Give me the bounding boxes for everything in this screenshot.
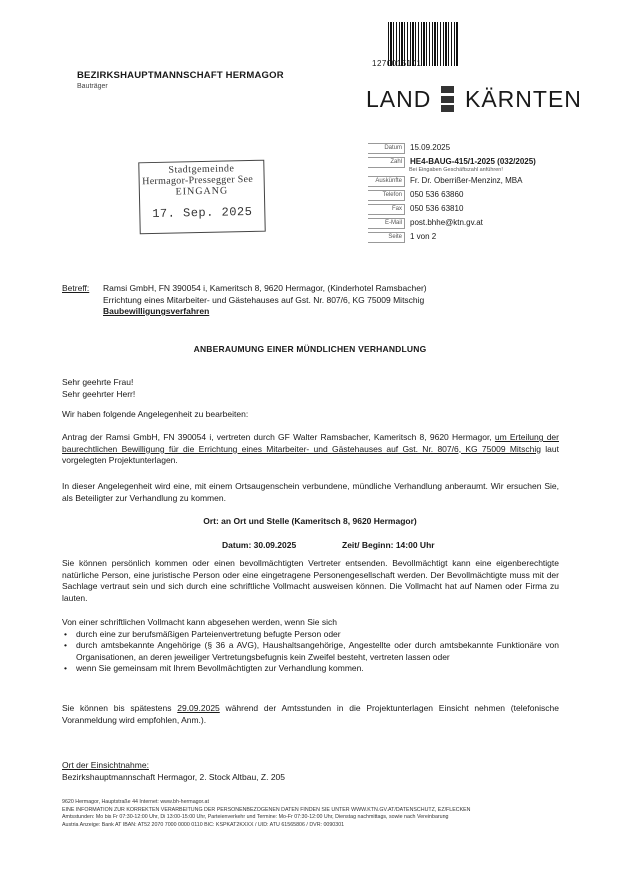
received-stamp xyxy=(138,160,265,235)
list-item: • durch amtsbekannte Angehörige (§ 36 a AVG), Haushaltsangehörige, Angestellte oder durch amtsbekannte Funktionäre von Organisationen, an deren jeweiliger Vertretungsbefugnis kein Zweifel besteht, vertreten lassen oder xyxy=(62,640,559,663)
inspection-location-value: Bezirkshauptmannschaft Hermagor, 2. Stock Altbau, Z. 205 xyxy=(62,771,286,782)
document-title: ANBERAUMUNG EINER MÜNDLICHEN VERHANDLUNG xyxy=(193,344,427,354)
subject-label: Betreff: xyxy=(62,283,90,293)
meta-row-seite xyxy=(368,232,578,246)
subject-block xyxy=(62,283,562,318)
meta-value: 050 536 63810 xyxy=(410,204,464,213)
stamp-line-2: Hermagor-Pressegger See xyxy=(142,173,254,188)
logo-text-kaernten: KÄRNTEN xyxy=(465,86,582,112)
representative-paragraph: Sie können persönlich kommen oder einen bevollmächtigten Vertreter entsenden. Bevollmächtigt kann eine eigenberechtigte natürliche Person, eine juristische Person oder eine eingetragene Personengesellschaft werden. Der Bevollmächtigte muss mit der Sachlage vertraut sein und sich durch eine schriftliche Vollmacht ausweisen können. Die Vollmacht hat auf Namen oder Firma zu lauten. xyxy=(62,558,559,603)
stamp-date: 17. Sep. 2025 xyxy=(152,204,253,222)
salutation-line-1: Sehr geehrte Frau! xyxy=(62,377,134,387)
hearing-location: Ort: an Ort und Stelle (Kameritsch 8, 9620 Hermagor) xyxy=(203,516,417,526)
application-text-3: laut vorgelegten Projektunterlagen. xyxy=(62,443,559,465)
meta-value: HE4-BAUG-415/1-2025 (032/2025) xyxy=(410,157,536,166)
application-paragraph xyxy=(62,432,559,467)
footer-line: Amtsstunden: Mo bis Fr 07:30-12:00 Uhr, Di 13:00-15:00 Uhr, Parteienverkehr und Termine: Mo-Fr 07:30-12:00 Uhr, Dienstag nachmittags, sowie nach Vereinbarung xyxy=(62,814,449,821)
hearing-time: Zeit/ Beginn: 14:00 Uhr xyxy=(342,540,435,550)
inspection-location-label: Ort der Einsichtnahme: xyxy=(62,760,149,770)
meta-label: Auskünfte xyxy=(368,176,405,187)
meta-row-email xyxy=(368,218,578,232)
list-item: • durch eine zur berufsmäßigen Parteienvertretung befugte Person oder xyxy=(62,629,559,641)
power-of-attorney-section xyxy=(62,617,559,675)
meta-value: 15.09.2025 xyxy=(410,143,451,152)
authority-department: Bauträger xyxy=(77,83,108,90)
meta-value: 1 von 2 xyxy=(410,232,437,241)
barcode-number: 1270015101 xyxy=(372,59,422,68)
stamp-line-1: Stadtgemeinde xyxy=(168,163,235,176)
meta-row-datum xyxy=(368,143,578,157)
meta-label: Datum xyxy=(368,143,405,154)
salutation-line-2: Sehr geehrter Herr! xyxy=(62,388,136,399)
meta-zahl-note: Bei Eingaben Geschäftszahl anführen! xyxy=(409,167,503,173)
stamp-line-3: EINGANG xyxy=(175,185,229,198)
list-item: • wenn Sie gemeinsam mit Ihrem Bevollmächtigten zur Verhandlung kommen. xyxy=(62,663,559,675)
application-text-2: um Erteilung der baurechtlichen Bewilligung für die Errichtung eines Mitarbeiter- und Gästehauses auf Gst. Nr. 807/6, KG 75009 Mitschig xyxy=(62,432,559,454)
meta-label: E-Mail xyxy=(368,218,405,229)
intro-text: Wir haben folgende Angelegenheit zu bearbeiten: xyxy=(62,409,249,419)
power-of-attorney-list xyxy=(62,629,559,675)
meta-value: 050 536 63860 xyxy=(410,190,464,199)
meta-value: Fr. Dr. Oberrißer-Menzinz, MBA xyxy=(410,176,523,185)
inspection-deadline: 29.09.2025 xyxy=(177,703,220,713)
hearing-date: Datum: 30.09.2025 xyxy=(222,540,297,550)
meta-label: Zahl xyxy=(368,157,405,168)
inspection-location xyxy=(62,760,559,783)
carinthia-logo-icon xyxy=(441,86,454,112)
authority-name: BEZIRKSHAUPTMANNSCHAFT HERMAGOR xyxy=(77,70,284,81)
application-text-1: Antrag der Ramsi GmbH, FN 390054 i, vertreten durch GF Walter Ramsbacher, Kameritsch 8, 9620 Hermagor, xyxy=(62,432,492,442)
meta-row-telefon xyxy=(368,190,578,204)
hearing-paragraph: In dieser Angelegenheit wird eine, mit einem Ortsaugenschein verbundene, mündliche Verhandlung anberaumt. Wir ersuchen Sie, als Beteiligter zur Verhandlung zu kommen. xyxy=(62,481,559,503)
subject-procedure: Baubewilligungsverfahren xyxy=(103,306,210,316)
logo-text-land: LAND xyxy=(366,86,432,112)
meta-label: Fax xyxy=(368,204,405,215)
footer-line: Austria Anzeige: Bank AT IBAN: AT52 2070 7000 0000 0110 BIC: KSPKAT2KXXX / UID: ATU 61565806 / DVR: 0090301 xyxy=(62,821,345,828)
meta-row-auskuenfte xyxy=(368,176,578,190)
inspection-text-2: während der Amtsstunden in die Projektunterlagen Einsicht nehmen (telefonische Voranmeldung wird empfohlen, Anm.). xyxy=(62,703,560,725)
inspection-text-1: Sie können bis spätestens xyxy=(62,703,178,713)
subject-line-1: Ramsi GmbH, FN 390054 i, Kameritsch 8, 9620 Hermagor, (Kinderhotel Ramsbacher) xyxy=(103,283,427,293)
reference-block xyxy=(368,143,578,246)
footer-line: EINE INFORMATION ZUR KORREKTEN VERARBEITUNG DER PERSONENBEZOGENEN DATEN FINDEN SIE UNTER WWW.KTN.GV.AT/DATENSCHUTZ, EZ/FLECKEN xyxy=(62,806,471,813)
footer-line: 9620 Hermagor, Hauptstraße 44 Internet: www.bh-hermagor.at xyxy=(62,799,209,805)
subject-line-2: Errichtung eines Mitarbeiter- und Gästehauses auf Gst. Nr. 807/6, KG 75009 Mitschig xyxy=(103,294,425,305)
salutation xyxy=(62,377,559,400)
inspection-paragraph xyxy=(62,703,559,726)
meta-label: Seite xyxy=(368,232,405,243)
power-of-attorney-intro: Von einer schriftlichen Vollmacht kann abgesehen werden, wenn Sie sich xyxy=(62,617,338,627)
meta-row-fax xyxy=(368,204,578,218)
page-footer xyxy=(62,799,562,829)
meta-label: Telefon xyxy=(368,190,405,201)
meta-value: post.bhhe@ktn.gv.at xyxy=(410,218,483,227)
